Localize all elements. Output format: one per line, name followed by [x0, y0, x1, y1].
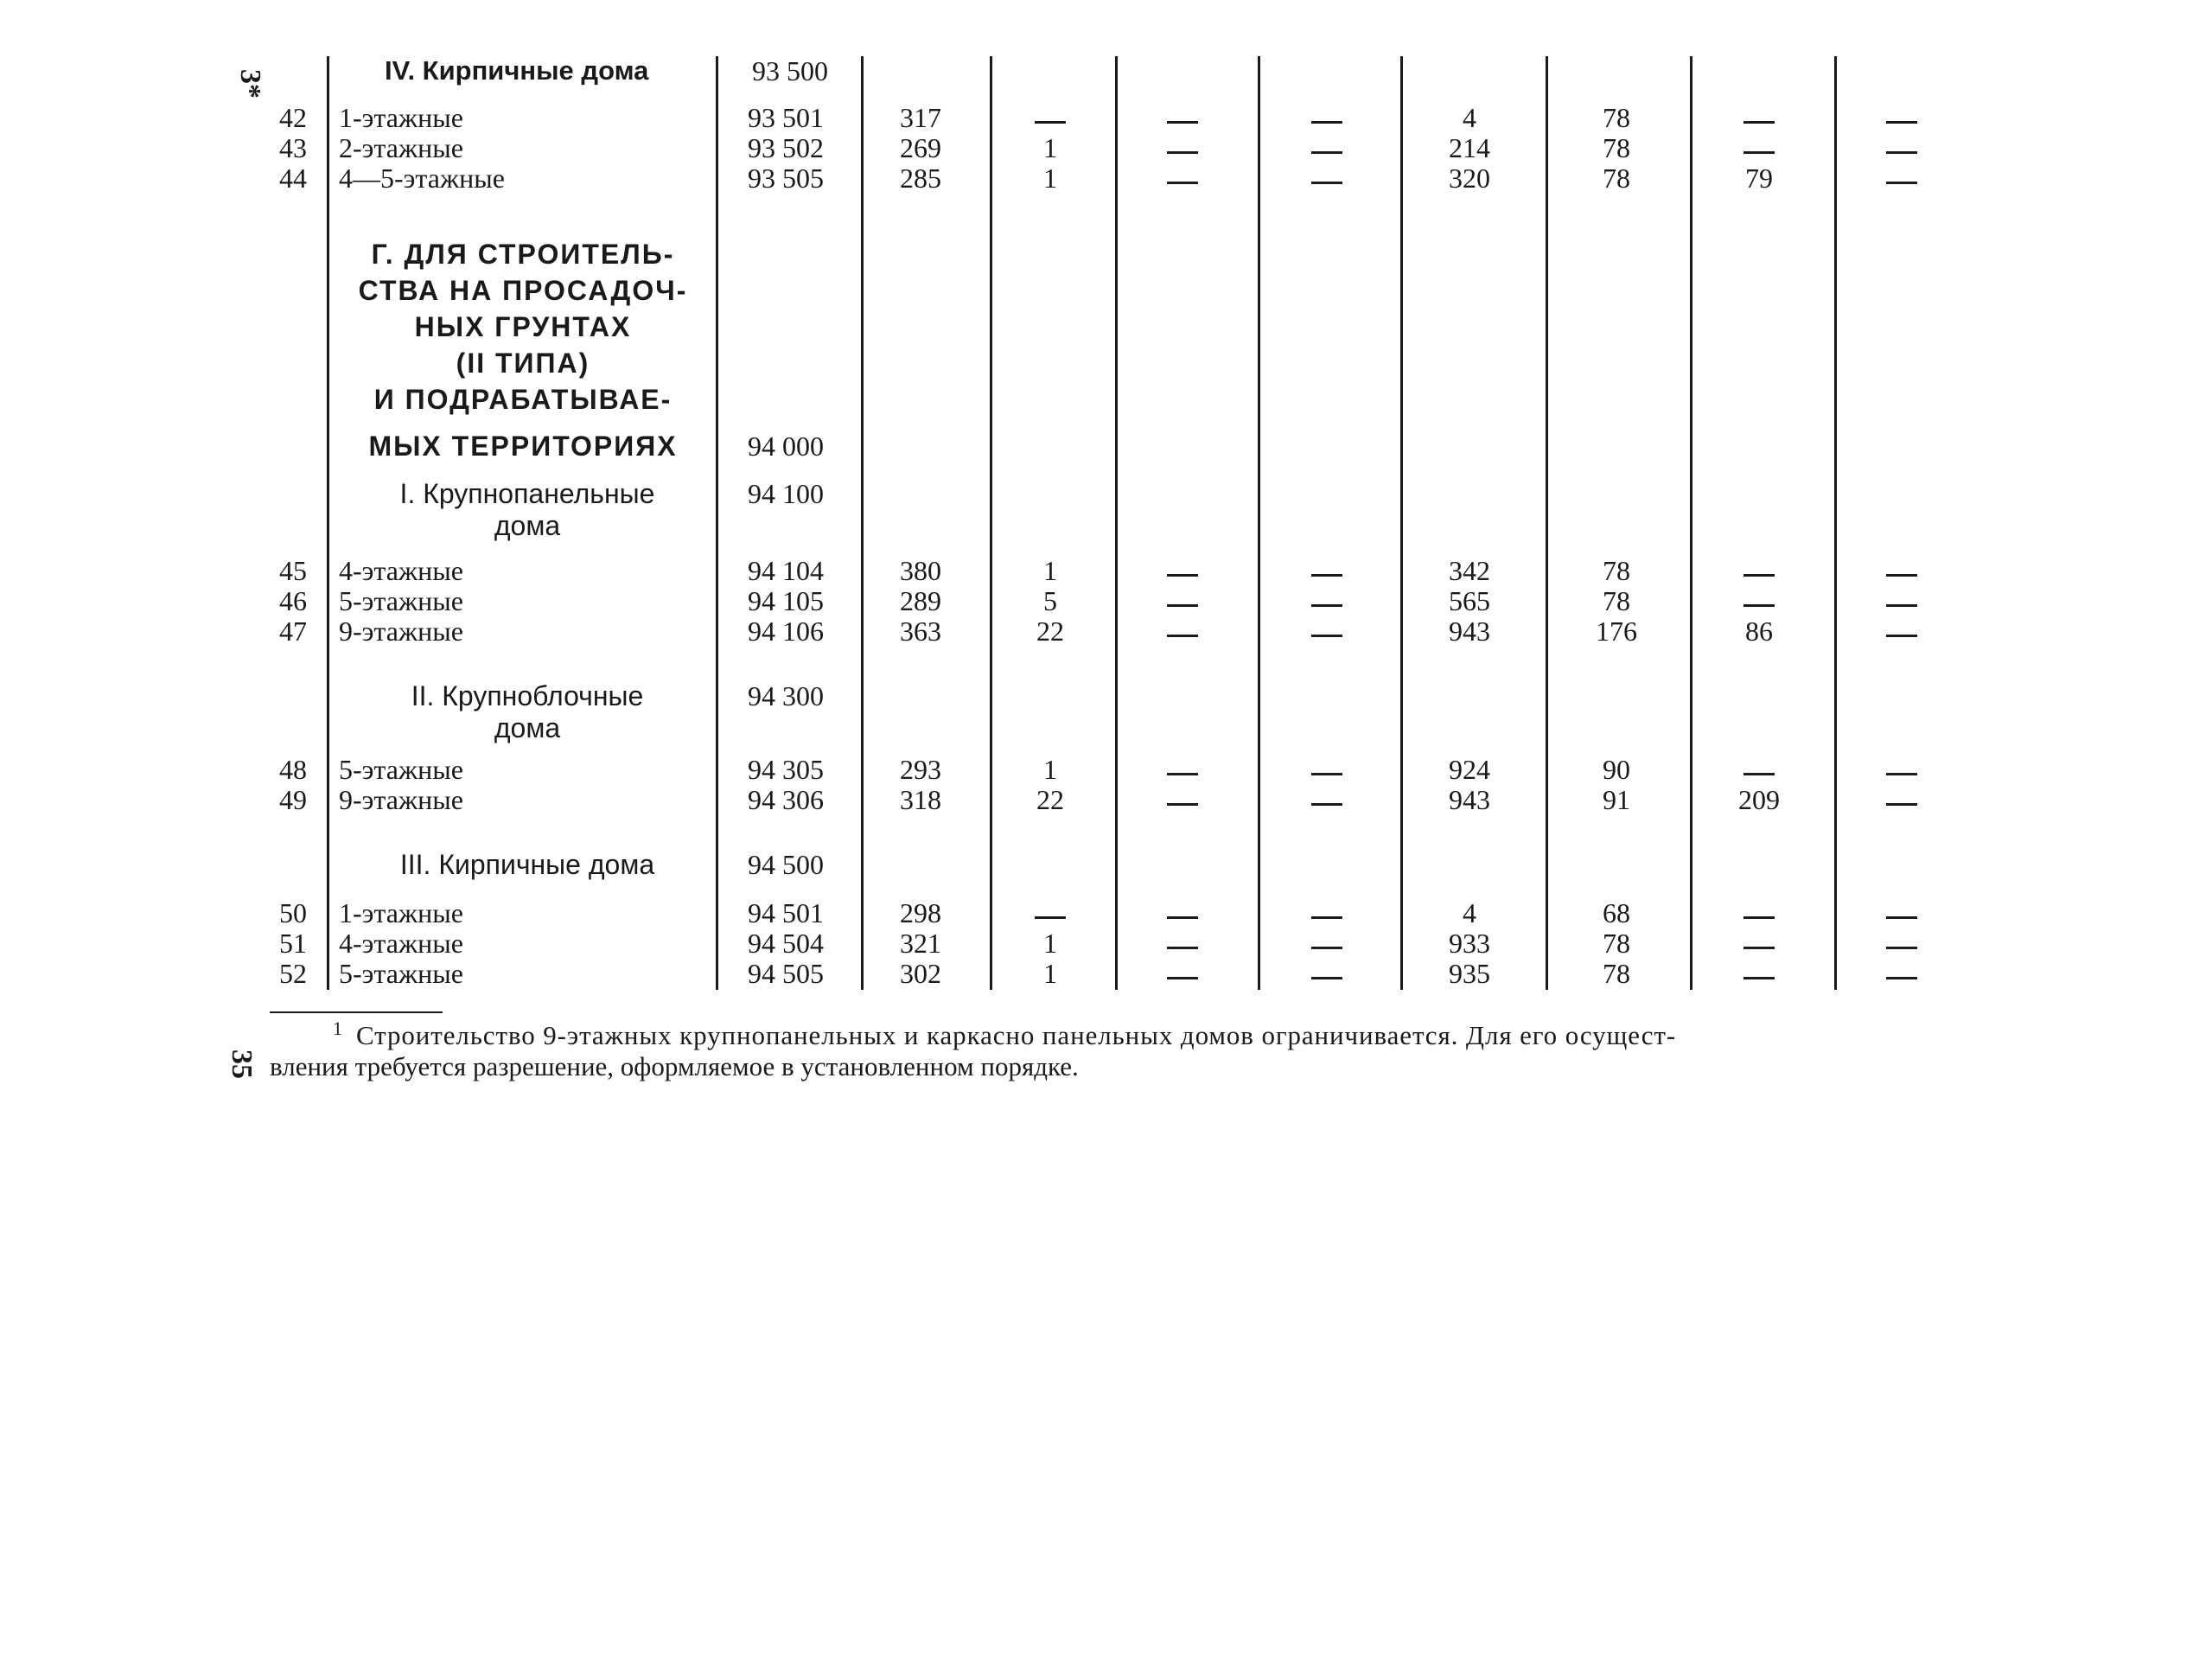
column-rule	[990, 56, 992, 990]
row-name: 4-этажные	[339, 928, 463, 959]
row-value-c2: 22	[1036, 616, 1064, 647]
row-value-c5: 320	[1449, 163, 1490, 194]
row-value-c1: 302	[900, 958, 941, 989]
row-number: 47	[279, 616, 307, 647]
section-title-group-g-5: И ПОДРАБАТЫВАЕ-	[373, 384, 673, 415]
row-code: 93 502	[748, 132, 824, 163]
section-title-group-g-4: (II ТИПА)	[456, 348, 590, 379]
row-code: 94 106	[748, 616, 824, 647]
column-rule	[1690, 56, 1692, 990]
row-value-c5: 4	[1463, 102, 1476, 133]
row-value-c5: 924	[1449, 754, 1490, 785]
dash-mark	[1311, 604, 1342, 607]
row-value-c5: 342	[1449, 555, 1490, 586]
row-name: 2-этажные	[339, 132, 463, 163]
row-number: 51	[279, 928, 307, 959]
section-title-group-g-1: Г. ДЛЯ СТРОИТЕЛЬ-	[371, 239, 675, 270]
section-title-block-ii-2: дома	[494, 712, 561, 743]
row-value-c5: 943	[1449, 616, 1490, 647]
row-value-c6: 78	[1603, 163, 1630, 194]
row-value-c7: 79	[1745, 163, 1773, 194]
dash-mark	[1311, 574, 1342, 577]
row-code: 94 306	[748, 784, 824, 815]
dash-mark	[1886, 182, 1917, 184]
row-code: 94 505	[748, 958, 824, 989]
section-title-brick-iii: III. Кирпичные дома	[399, 849, 655, 880]
row-number: 42	[279, 102, 307, 133]
row-code: 93 501	[748, 102, 824, 133]
row-value-c6: 91	[1603, 784, 1630, 815]
row-value-c6: 176	[1596, 616, 1637, 647]
dash-mark	[1311, 803, 1342, 806]
row-value-c1: 321	[900, 928, 941, 959]
section-title-group-g-6: МЫХ ТЕРРИТОРИЯХ	[368, 431, 678, 462]
dash-mark	[1743, 574, 1775, 577]
row-value-c6: 78	[1603, 958, 1630, 989]
dash-mark	[1311, 947, 1342, 949]
dash-mark	[1167, 773, 1198, 775]
margin-mark-top: 3*	[234, 69, 266, 99]
dash-mark	[1743, 947, 1775, 949]
column-rule	[1400, 56, 1403, 990]
row-value-c1: 298	[900, 897, 941, 928]
row-code: 94 504	[748, 928, 824, 959]
dash-mark	[1886, 574, 1917, 577]
row-name: 9-этажные	[339, 616, 463, 647]
column-rule	[1115, 56, 1118, 990]
row-value-c2: 1	[1043, 958, 1057, 989]
dash-mark	[1167, 182, 1198, 184]
dash-mark	[1311, 121, 1342, 124]
column-rule	[716, 56, 718, 990]
row-code: 94 105	[748, 585, 824, 616]
dash-mark	[1886, 803, 1917, 806]
row-value-c2: 5	[1043, 585, 1057, 616]
dash-mark	[1167, 635, 1198, 637]
dash-mark	[1167, 977, 1198, 979]
dash-mark	[1167, 947, 1198, 949]
column-rule	[1834, 56, 1837, 990]
row-name: 5-этажные	[339, 754, 463, 785]
row-number: 52	[279, 958, 307, 989]
section-title-block-ii-1: II. Крупноблочные	[411, 680, 644, 711]
row-number: 44	[279, 163, 307, 194]
section-title-panel-i-1: I. Крупнопанельные	[399, 478, 655, 509]
dash-mark	[1886, 977, 1917, 979]
row-value-c2: 1	[1043, 555, 1057, 586]
row-value-c5: 935	[1449, 958, 1490, 989]
dash-mark	[1311, 182, 1342, 184]
dash-mark	[1167, 604, 1198, 607]
dash-mark	[1886, 916, 1917, 919]
section-code-panel-i: 94 100	[748, 478, 824, 509]
row-value-c6: 68	[1603, 897, 1630, 928]
row-name: 4—5-этажные	[339, 163, 505, 194]
row-value-c5: 933	[1449, 928, 1490, 959]
row-name: 1-этажные	[339, 102, 463, 133]
row-value-c1: 269	[900, 132, 941, 163]
section-code-brick-iii: 94 500	[748, 849, 824, 880]
footnote-line-2: вления требуется разрешение, оформляемое в установленном порядке.	[270, 1051, 1079, 1081]
footnote-mark: 1	[333, 1018, 342, 1039]
row-value-c2: 1	[1043, 163, 1057, 194]
row-value-c1: 289	[900, 585, 941, 616]
row-value-c5: 4	[1463, 897, 1476, 928]
row-value-c5: 565	[1449, 585, 1490, 616]
row-value-c6: 78	[1603, 555, 1630, 586]
row-name: 5-этажные	[339, 958, 463, 989]
dash-mark	[1886, 773, 1917, 775]
dash-mark	[1167, 151, 1198, 154]
margin-mark-bottom: 35	[226, 1049, 258, 1079]
dash-mark	[1311, 151, 1342, 154]
row-value-c2: 1	[1043, 132, 1057, 163]
section-title-brick-iv: IV. Кирпичные дома	[385, 55, 649, 86]
row-code: 94 305	[748, 754, 824, 785]
row-value-c7: 86	[1745, 616, 1773, 647]
row-value-c5: 943	[1449, 784, 1490, 815]
row-code: 94 501	[748, 897, 824, 928]
row-value-c6: 90	[1603, 754, 1630, 785]
dash-mark	[1167, 574, 1198, 577]
row-number: 49	[279, 784, 307, 815]
row-number: 46	[279, 585, 307, 616]
row-value-c7: 209	[1738, 784, 1780, 815]
dash-mark	[1167, 121, 1198, 124]
row-number: 45	[279, 555, 307, 586]
dash-mark	[1311, 916, 1342, 919]
row-value-c1: 318	[900, 784, 941, 815]
column-rule	[1546, 56, 1548, 990]
section-title-panel-i-2: дома	[494, 510, 561, 541]
dash-mark	[1743, 773, 1775, 775]
dash-mark	[1311, 773, 1342, 775]
row-number: 48	[279, 754, 307, 785]
dash-mark	[1035, 916, 1066, 919]
section-code-brick-iv: 93 500	[752, 55, 828, 86]
row-value-c1: 317	[900, 102, 941, 133]
dash-mark	[1886, 947, 1917, 949]
dash-mark	[1167, 916, 1198, 919]
row-value-c1: 285	[900, 163, 941, 194]
section-code-block-ii: 94 300	[748, 680, 824, 711]
dash-mark	[1035, 121, 1066, 124]
dash-mark	[1886, 604, 1917, 607]
row-value-c2: 22	[1036, 784, 1064, 815]
dash-mark	[1311, 977, 1342, 979]
dash-mark	[1743, 604, 1775, 607]
column-rule	[327, 56, 329, 990]
section-code-group-g: 94 000	[748, 431, 824, 462]
row-name: 9-этажные	[339, 784, 463, 815]
row-value-c1: 363	[900, 616, 941, 647]
row-value-c1: 293	[900, 754, 941, 785]
row-code: 94 104	[748, 555, 824, 586]
footnote-rule	[270, 1011, 443, 1013]
column-rule	[861, 56, 864, 990]
row-value-c5: 214	[1449, 132, 1490, 163]
row-value-c1: 380	[900, 555, 941, 586]
section-title-group-g-2: СТВА НА ПРОСАДОЧ-	[358, 275, 688, 306]
row-code: 93 505	[748, 163, 824, 194]
row-name: 4-этажные	[339, 555, 463, 586]
column-rule	[1258, 56, 1260, 990]
dash-mark	[1886, 151, 1917, 154]
dash-mark	[1167, 803, 1198, 806]
row-value-c2: 1	[1043, 928, 1057, 959]
dash-mark	[1743, 151, 1775, 154]
footnote-line-1: Строительство 9-этажных крупнопанельных и каркасно панельных домов ограничивается. Для его осущест-	[356, 1020, 1677, 1050]
row-value-c6: 78	[1603, 102, 1630, 133]
row-number: 43	[279, 132, 307, 163]
row-number: 50	[279, 897, 307, 928]
row-value-c6: 78	[1603, 585, 1630, 616]
row-value-c2: 1	[1043, 754, 1057, 785]
row-value-c6: 78	[1603, 928, 1630, 959]
section-title-group-g-3: НЫХ ГРУНТАХ	[414, 311, 632, 342]
dash-mark	[1743, 121, 1775, 124]
row-name: 1-этажные	[339, 897, 463, 928]
dash-mark	[1743, 916, 1775, 919]
row-value-c6: 78	[1603, 132, 1630, 163]
row-name: 5-этажные	[339, 585, 463, 616]
dash-mark	[1743, 977, 1775, 979]
dash-mark	[1886, 635, 1917, 637]
dash-mark	[1886, 121, 1917, 124]
dash-mark	[1311, 635, 1342, 637]
